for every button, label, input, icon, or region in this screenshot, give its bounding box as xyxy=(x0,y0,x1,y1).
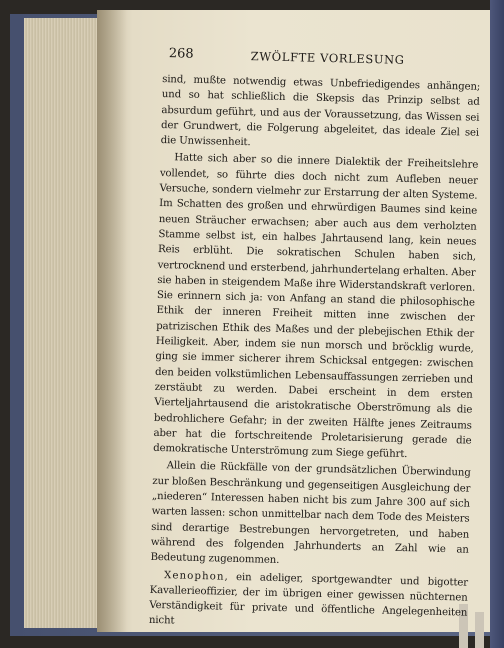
paragraph-lead-name: Xenophon xyxy=(163,569,225,583)
book-cover-edge xyxy=(490,0,504,648)
running-head: ZWÖLFTE VORLESUNG xyxy=(250,49,405,67)
page-number: 268 xyxy=(168,46,194,62)
page-text xyxy=(149,46,481,636)
paragraph xyxy=(160,72,480,156)
paragraph-text: Hatte sich aber so die innere Dialektik der Freiheitslehre vollendet, so führte dies doch nicht zum Aufleben neuer Versuche, sondern vielmehr zur Erstarrung der alten Systeme. Im Schatten des großen und ehrwürdigen Baumes sind keine neuen Sträucher erwachsen; aber auch aus dem verholzten Stamme selbst ist, ein halbes Jahrtausend lang, kein neues Reis erblüht. Die sokratischen Schulen haben sich, vertrocknend und ersterbend, jahrhundertelang erhalten. Aber sie haben in steigendem Maße ihre Widerstandskraft verloren. Sie erinnern sich ja: von Anfang an stand die philosophische Ethik der inneren Freiheit mitten inne zwischen der patrizischen Ethik des Maßes und der plebejischen Ethik der Heiligkeit. Aber, indem sie nun morsch und bröcklig wurde, ging sie immer sicherer ihrem Schicksal entgegen: zwischen den beiden volkstümlichen Lebensauffassungen zerrieben und zerstäubt zu werden. Dabei erscheint in dem ersten Vierteljahrtausend die aristokratische Oberströmung als die bedrohlichere Gefahr; in der zweiten Hälfte jenes Zeitraums aber hat die fortschreitende Proletarisierung gerade die demokratische Unterströmung zum Siege geführt. xyxy=(153,152,479,461)
page-edges xyxy=(24,18,99,628)
paragraph xyxy=(149,567,468,636)
paragraph xyxy=(150,458,471,573)
paragraph-text: , ein adeliger, sportgewandter und bigotter Kavallerieoffizier, der im übrigen einer gewissen nüchternen Verständigkeit für private und öffentliche Angelegenheiten nicht xyxy=(148,571,469,627)
paragraph-text: Allein die Rückfälle von der grundsätzlichen Überwindung zur bloßen Beschränkung und gegenseitigen Ausgleichung der „niederen“ Interessen haben nicht bis zum Jahre 300 auf sich warten lassen: schon unmittelbar nach dem Tode des Meisters sind derartige Bestrebungen hervorgetreten, und haben während des folgenden Jahrhunderts an Zahl wie an Bedeutung zugenommen. xyxy=(150,460,471,567)
bookmark-ribbon xyxy=(475,612,484,648)
gutter-shadow xyxy=(97,10,127,632)
paragraph xyxy=(153,150,478,464)
paragraph-text: sind, mußte notwendig etwas Unbefriedigendes anhängen; und so hat schließlich die Skepsis das Prinzip selbst ad absurdum geführt, und aus der Voraussetzung, das Wissen sei der Grundwert, die Folgerung abgeleitet, das ideale Ziel sei die Unwissenheit. xyxy=(160,73,481,149)
